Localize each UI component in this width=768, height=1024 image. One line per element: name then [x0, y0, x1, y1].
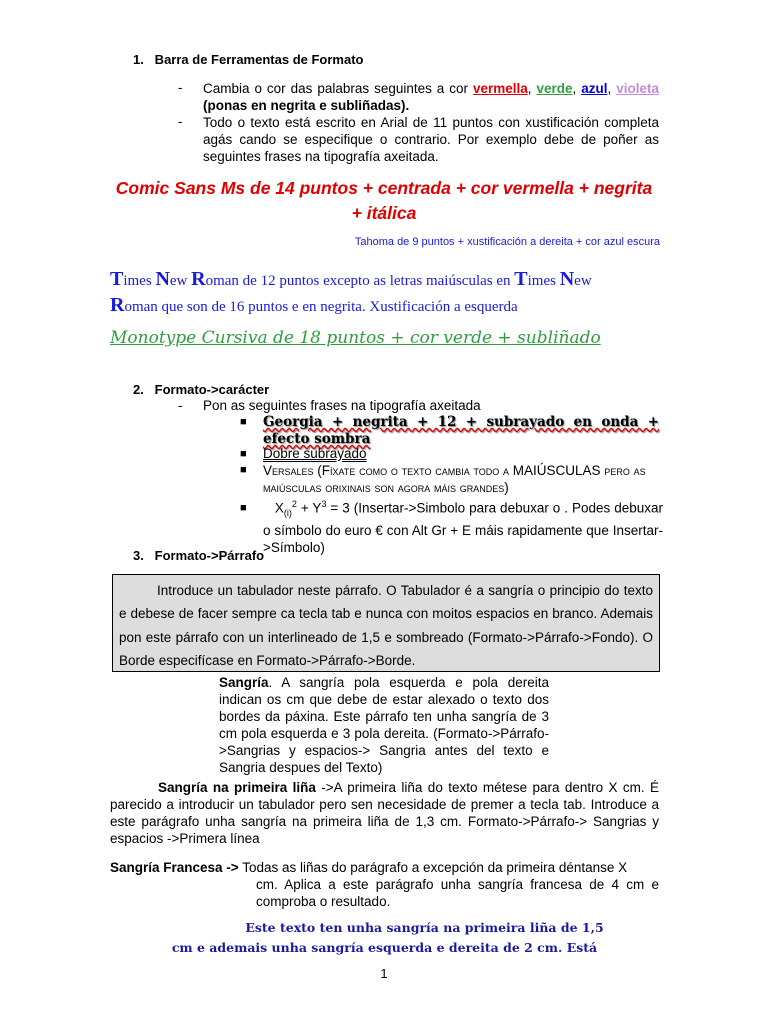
- hanging-label: Sangría Francesa ->: [110, 860, 239, 875]
- separator: ,: [527, 81, 537, 96]
- first-line-label: Sangría na primeira liña: [158, 780, 316, 795]
- capital-letter: N: [559, 268, 575, 290]
- double-underline-example: Dobre subrayado: [263, 446, 367, 461]
- text-fragment: ew: [169, 273, 192, 289]
- word-verde: verde: [536, 81, 573, 96]
- monotype-cursiva-line: Monotype Cursiva de 18 puntos + cor verde + subliñado: [110, 328, 601, 348]
- list-dash: -: [178, 398, 183, 413]
- capital-letter: T: [110, 268, 124, 290]
- first-line-text: ->A primeira liña do texto métese para dentro X cm. É parecido a introducir un tabulador pero sen necesidade de premer a tecla tab. Introduce a este parágrafo unha sangría na primeira liña de 1,3 cm. Formato->Párrafo-> Sangrias y espacios ->Primera línea: [110, 780, 660, 846]
- text-fragment: oman que son de 16 puntos e en negrita. Xustificación a esquerda: [124, 299, 518, 315]
- formula-text: = 3 (Insertar->Simbolo para debuxar o . Podes debuxar o símbolo do euro € con Alt Gr + E máis rapidamente que Insertar->Símbolo): [263, 500, 663, 556]
- text-fragment: imes: [527, 273, 560, 289]
- formula-subscript: (i): [283, 508, 292, 519]
- shaded-bordered-paragraph: [112, 574, 660, 672]
- item-text: Cambia o cor das palabras seguintes a cor: [203, 81, 473, 96]
- formula-superscript: 2: [291, 499, 297, 509]
- list-dash: -: [178, 114, 183, 129]
- first-line-indent-paragraph: [110, 779, 659, 847]
- times-new-roman-paragraph: [110, 267, 670, 319]
- versales-example: Versales (Fíxate como o texto cambia todo a MAIÚSCULAS pero as maiúsculas orixinais son agora máis grandes): [263, 463, 646, 495]
- final-line: Este texto ten unha sangría na primeira liña de 1,5: [245, 920, 604, 935]
- bullet-square-icon: ■: [240, 464, 247, 476]
- section-3-heading: 3. Formato->Párrafo: [133, 548, 265, 563]
- sangria-text: . A sangría pola esquerda e pola dereita indican os cm que debe de estar alexado o texto dos bordes da páxina. Este párrafo ten unha sangría de 3 cm pola esquerda e 3 pola dereita. (Formato->Párrafo->Sangrias y espacios-> Sangria antes del texto e Sangria despues del Texto): [219, 675, 549, 775]
- bullet-square-icon: ■: [240, 416, 247, 428]
- word-vermella: vermella: [472, 81, 528, 96]
- section-2-instruction: Pon as seguintes frases na tipografía axeitada: [203, 398, 481, 413]
- formula-example: [263, 496, 663, 556]
- formula-superscript: 3: [321, 499, 327, 509]
- section-1-heading: 1. Barra de Ferramentas de Formato: [133, 52, 364, 67]
- final-line: cm e ademais unha sangría esquerda e dereita de 2 cm. Está: [171, 940, 598, 955]
- list-item: Todo o texto está escrito en Arial de 11 puntos con xustificación completa agás cando se especifique o contrario. Por exemplo debe de poñer as seguintes frases na tipografía axeitada.: [203, 115, 659, 164]
- page-number: 1: [380, 966, 388, 981]
- bullet-square-icon: ■: [240, 502, 247, 514]
- hanging-indent-paragraph: [110, 859, 659, 910]
- separator: ,: [607, 81, 612, 96]
- sangria-label: Sangría: [219, 675, 269, 690]
- capital-letter: N: [155, 268, 170, 290]
- formula-x: X: [274, 500, 284, 516]
- text-fragment: oman de 12 puntos excepto as letras maiúsculas en: [205, 273, 515, 289]
- text-fragment: ew: [574, 273, 592, 289]
- section-2-heading: 2. Formato->carácter: [133, 382, 270, 397]
- bullet-square-icon: ■: [240, 448, 247, 460]
- word-azul: azul: [581, 81, 608, 96]
- capital-letter: T: [514, 268, 528, 290]
- tahoma-line: Tahoma de 9 puntos + xustificación a dereita + cor azul escura: [354, 236, 660, 248]
- hanging-text: Todas as liñas do parágrafo a excepción da primeira déntanse X: [238, 860, 628, 875]
- separator: ,: [572, 81, 582, 96]
- sangria-paragraph: [219, 674, 549, 776]
- capital-letter: R: [110, 294, 125, 316]
- capital-letter: R: [191, 268, 206, 290]
- final-paragraph: [110, 918, 659, 958]
- comic-sans-line: Comic Sans Ms de 14 puntos + centrada + cor vermella + negrita + itálica: [115, 178, 653, 223]
- item-text-bold: (ponas en negrita e subliñadas).: [203, 98, 410, 113]
- list-dash: -: [178, 80, 183, 95]
- georgia-example: Georgia + negrita + 12 + subrayado en onda + efecto sombra: [263, 414, 659, 447]
- shaded-paragraph-text: Introduce un tabulador neste párrafo. O Tabulador é a sangría o principio do texto e debese de facer sempre ca tecla tab e nunca con moitos espacios en branco. Ademais pon este párrafo con un interlineado de 1,5 e sombreado (Formato->Párrafo->Fondo). O Borde especifícase en Formato->Párrafo->Borde.: [119, 583, 653, 668]
- hanging-text-rest: cm. Aplica a este parágrafo unha sangría francesa de 4 cm e comproba o resultado.: [256, 877, 659, 909]
- formula-y: + Y: [296, 500, 322, 516]
- list-item: [203, 80, 659, 114]
- word-violeta: violeta: [616, 81, 659, 96]
- text-fragment: imes: [123, 273, 156, 289]
